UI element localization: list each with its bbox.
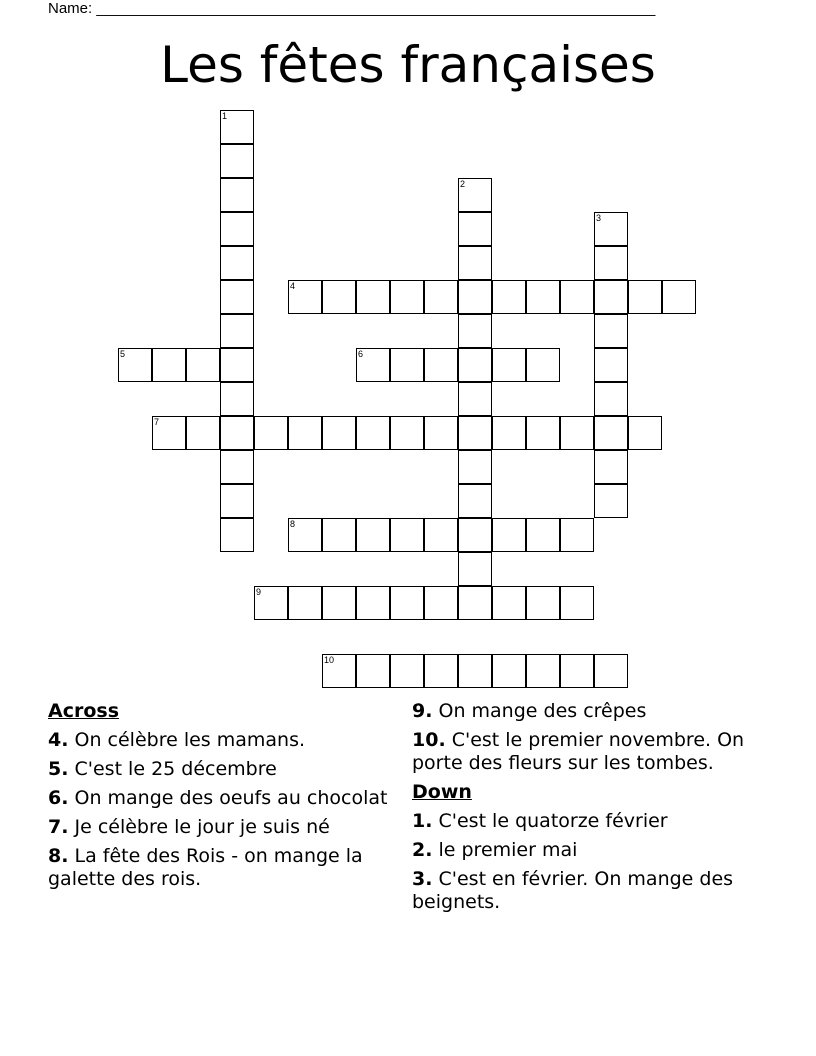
crossword-cell[interactable] xyxy=(560,586,594,620)
crossword-cell[interactable] xyxy=(254,416,288,450)
clue-across-9: 9. On mange des crêpes xyxy=(412,700,647,722)
crossword-cell[interactable] xyxy=(390,518,424,552)
crossword-cell[interactable] xyxy=(152,348,186,382)
clue-across-4: 4. On célèbre les mamans. xyxy=(48,729,306,751)
crossword-cell[interactable] xyxy=(424,586,458,620)
crossword-cell[interactable] xyxy=(186,348,220,382)
crossword-cell[interactable] xyxy=(526,654,560,688)
crossword-cell[interactable] xyxy=(594,314,628,348)
clue-across-8: 8. La fête des Rois - on mange la galette des rois. xyxy=(48,845,363,890)
crossword-cell[interactable] xyxy=(458,246,492,280)
crossword-cell[interactable] xyxy=(424,518,458,552)
crossword-cell[interactable] xyxy=(390,654,424,688)
clue-number-label: 4 xyxy=(290,281,296,291)
crossword-cell[interactable] xyxy=(458,484,492,518)
crossword-cell[interactable] xyxy=(526,518,560,552)
clue-number-label: 10 xyxy=(324,655,335,665)
crossword-cell[interactable] xyxy=(458,382,492,416)
crossword-cell[interactable] xyxy=(220,110,254,144)
crossword-cell[interactable] xyxy=(390,348,424,382)
clue-number-label: 8 xyxy=(290,519,296,529)
down-heading: Down xyxy=(412,781,472,803)
crossword-cell[interactable] xyxy=(390,586,424,620)
crossword-cell[interactable] xyxy=(458,450,492,484)
crossword-cell[interactable] xyxy=(526,280,560,314)
crossword-cell[interactable] xyxy=(356,518,390,552)
crossword-cell[interactable] xyxy=(492,586,526,620)
clue-down-3: 3. C'est en février. On mange des beignets. xyxy=(412,868,734,913)
crossword-cell[interactable] xyxy=(288,416,322,450)
crossword-cell[interactable] xyxy=(560,518,594,552)
crossword-cell[interactable] xyxy=(322,416,356,450)
crossword-cell[interactable] xyxy=(458,552,492,586)
clue-number-label: 6 xyxy=(358,349,364,359)
crossword-cell[interactable] xyxy=(220,382,254,416)
crossword-cell[interactable] xyxy=(356,280,390,314)
crossword-cell[interactable] xyxy=(594,246,628,280)
crossword-cell[interactable] xyxy=(458,348,492,382)
crossword-cell[interactable] xyxy=(458,314,492,348)
clue-number-label: 7 xyxy=(154,417,160,427)
crossword-cell[interactable] xyxy=(220,484,254,518)
crossword-cell[interactable] xyxy=(458,178,492,212)
crossword-cell[interactable] xyxy=(458,280,492,314)
clue-down-2: 2. le premier mai xyxy=(412,839,578,861)
crossword-cell[interactable] xyxy=(424,654,458,688)
crossword-cell[interactable] xyxy=(594,382,628,416)
crossword-cell[interactable] xyxy=(560,416,594,450)
crossword-cell[interactable] xyxy=(356,348,390,382)
crossword-cell[interactable] xyxy=(356,586,390,620)
crossword-cell[interactable] xyxy=(322,654,356,688)
crossword-cell[interactable] xyxy=(560,280,594,314)
clue-across-7: 7. Je célèbre le jour je suis né xyxy=(48,816,330,838)
page-title: Les fêtes françaises xyxy=(160,36,656,94)
crossword-cell[interactable] xyxy=(628,416,662,450)
across-heading: Across xyxy=(48,700,120,722)
crossword-cell[interactable] xyxy=(492,654,526,688)
crossword-cell[interactable] xyxy=(220,144,254,178)
clue-number-label: 9 xyxy=(256,587,262,597)
clue-number-label: 5 xyxy=(120,349,126,359)
crossword-cell[interactable] xyxy=(492,280,526,314)
clues-left-column xyxy=(48,700,388,897)
crossword-cell[interactable] xyxy=(594,416,628,450)
crossword-cell[interactable] xyxy=(220,280,254,314)
crossword-cell[interactable] xyxy=(220,314,254,348)
clues-right-column xyxy=(412,700,772,920)
crossword-cell[interactable] xyxy=(220,518,254,552)
crossword-cell[interactable] xyxy=(594,280,628,314)
crossword-cell[interactable] xyxy=(288,518,322,552)
crossword-cell[interactable] xyxy=(322,586,356,620)
crossword-cell[interactable] xyxy=(390,416,424,450)
crossword-cell[interactable] xyxy=(458,416,492,450)
crossword-cell[interactable] xyxy=(288,586,322,620)
crossword-cell[interactable] xyxy=(526,586,560,620)
crossword-cell[interactable] xyxy=(594,654,628,688)
crossword-cell[interactable] xyxy=(458,654,492,688)
crossword-cell[interactable] xyxy=(220,450,254,484)
crossword-cell[interactable] xyxy=(424,280,458,314)
crossword-cell[interactable] xyxy=(288,280,322,314)
clue-number-label: 3 xyxy=(596,213,602,223)
crossword-cell[interactable] xyxy=(526,416,560,450)
crossword-cell[interactable] xyxy=(492,348,526,382)
crossword-cell[interactable] xyxy=(186,416,220,450)
crossword-cell[interactable] xyxy=(220,246,254,280)
clue-number-label: 2 xyxy=(460,179,466,189)
crossword-cell[interactable] xyxy=(526,348,560,382)
crossword-cell[interactable] xyxy=(220,212,254,246)
crossword-cell[interactable] xyxy=(322,280,356,314)
crossword-cell[interactable] xyxy=(220,348,254,382)
crossword-cell[interactable] xyxy=(424,416,458,450)
crossword-cell[interactable] xyxy=(492,518,526,552)
crossword-cell[interactable] xyxy=(594,212,628,246)
crossword-cell[interactable] xyxy=(560,654,594,688)
crossword-cell[interactable] xyxy=(118,348,152,382)
clue-across-10: 10. C'est le premier novembre. On porte des fleurs sur les tombes. xyxy=(412,729,745,774)
crossword-cell[interactable] xyxy=(152,416,186,450)
crossword-cell[interactable] xyxy=(356,654,390,688)
crossword-cell[interactable] xyxy=(662,280,696,314)
crossword-cell[interactable] xyxy=(220,416,254,450)
crossword-cell[interactable] xyxy=(424,348,458,382)
name-field-label: Name: ___________________________________________________________________ xyxy=(48,0,656,17)
crossword-cell[interactable] xyxy=(254,586,288,620)
clue-across-6: 6. On mange des oeufs au chocolat xyxy=(48,787,388,809)
crossword-cell[interactable] xyxy=(458,586,492,620)
crossword-cell[interactable] xyxy=(458,212,492,246)
crossword-cell[interactable] xyxy=(492,416,526,450)
crossword-cell[interactable] xyxy=(322,518,356,552)
crossword-cell[interactable] xyxy=(390,280,424,314)
clue-number-label: 1 xyxy=(222,111,228,121)
crossword-cell[interactable] xyxy=(628,280,662,314)
crossword-cell[interactable] xyxy=(356,416,390,450)
crossword-cell[interactable] xyxy=(594,450,628,484)
clue-down-1: 1. C'est le quatorze février xyxy=(412,810,668,832)
crossword-cell[interactable] xyxy=(594,484,628,518)
crossword-cell[interactable] xyxy=(458,518,492,552)
crossword-cell[interactable] xyxy=(220,178,254,212)
crossword-cell[interactable] xyxy=(594,348,628,382)
clue-across-5: 5. C'est le 25 décembre xyxy=(48,758,277,780)
